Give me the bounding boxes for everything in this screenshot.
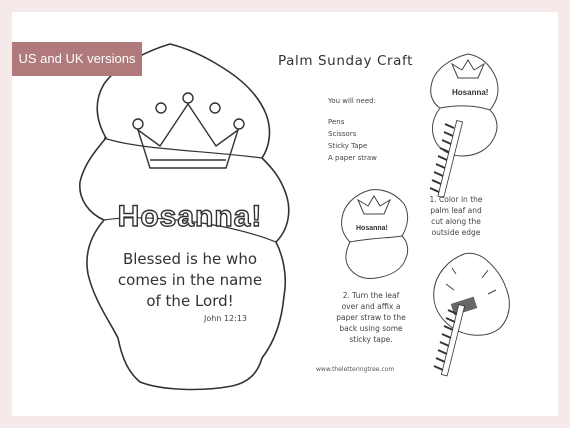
step-2-text	[334, 290, 408, 345]
step-1-line: palm leaf and	[430, 206, 482, 215]
verse-line-3: of the Lord!	[146, 292, 234, 310]
step-2-line: 2. Turn the leaf	[342, 291, 400, 300]
mid-leaf-heading: Hosanna!	[356, 225, 388, 232]
example-leaf-step2	[434, 253, 510, 335]
step-2-line: sticky tape.	[349, 335, 393, 344]
supply-item: Scissors	[328, 130, 357, 138]
verse-line-1: Blessed is he who	[122, 250, 258, 268]
supply-item: Pens	[328, 118, 345, 126]
step-2-line: back using some	[339, 324, 403, 333]
example-leaf-colored	[431, 54, 498, 156]
step-1-text	[424, 194, 488, 238]
crown-icon	[133, 93, 244, 168]
supply-item: A paper straw	[328, 154, 377, 162]
step-1-line: cut along the	[431, 217, 481, 226]
hosanna-heading: Hosanna!	[117, 200, 263, 233]
verse-line-2: comes in the name	[117, 271, 263, 289]
craft-title: Palm Sunday Craft	[278, 53, 414, 69]
small-leaf-heading: Hosanna!	[452, 88, 489, 97]
leaf-vein-upper	[104, 138, 262, 158]
paper-straw-icon	[430, 120, 463, 197]
paper-straw-step2-icon	[434, 305, 465, 376]
website-url[interactable]: www.theletteringtree.com	[316, 366, 395, 373]
step-2-line: paper straw to the	[336, 313, 406, 322]
example-leaf-step1	[342, 190, 408, 279]
step-2-line: over and affix a	[341, 302, 401, 311]
supplies-heading: You will need:	[328, 97, 376, 105]
versions-badge: US and UK versions	[12, 42, 142, 76]
supply-item: Sticky Tape	[328, 142, 368, 150]
step-1-line: outside edge	[431, 228, 481, 237]
verse-reference: John 12:13	[204, 314, 247, 323]
step-1-line: 1. Color in the	[429, 195, 483, 204]
